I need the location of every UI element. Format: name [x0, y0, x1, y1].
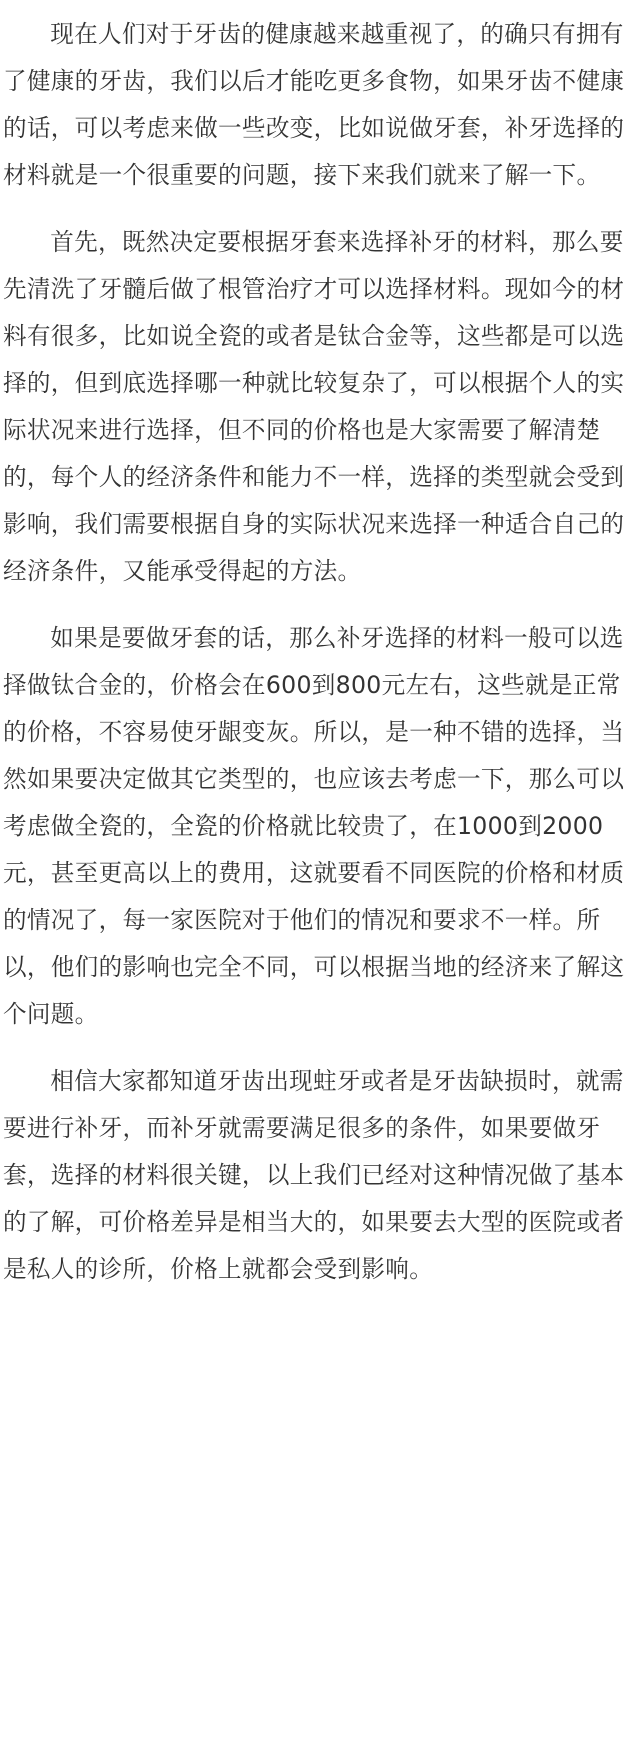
article-body	[0, 11, 640, 1313]
paragraph-3: 如果是要做牙套的话，那么补牙选择的材料一般可以选择做钛合金的，价格会在600到800元左右，这些就是正常的价格，不容易使牙龈变灰。所以，是一种不错的选择，当然如果要决定做其它类型的，也应该去考虑一下，那么可以考虑做全瓷的，全瓷的价格就比较贵了，在1000到2000元，甚至更高以上的费用，这就要看不同医院的价格和材质的情况了，每一家医院对于他们的情况和要求不一样。所以，他们的影响也完全不同，可以根据当地的经济来了解这个问题。	[3, 624, 625, 1028]
paragraph-2: 首先，既然决定要根据牙套来选择补牙的材料，那么要先清洗了牙髓后做了根管治疗才可以选择材料。现如今的材料有很多，比如说全瓷的或者是钛合金等，这些都是可以选择的，但到底选择哪一种就比较复杂了，可以根据个人的实际状况来进行选择，但不同的价格也是大家需要了解清楚的，每个人的经济条件和能力不一样，选择的类型就会受到影响，我们需要根据自身的实际状况来选择一种适合自己的经济条件，又能承受得起的方法。	[3, 228, 625, 585]
paragraph-4: 相信大家都知道牙齿出现蛀牙或者是牙齿缺损时，就需要进行补牙，而补牙就需要满足很多的条件，如果要做牙套，选择的材料很关键，以上我们已经对这种情况做了基本的了解，可价格差异是相当大的，如果要去大型的医院或者是私人的诊所，价格上就都会受到影响。	[3, 1067, 625, 1283]
paragraph-1: 现在人们对于牙齿的健康越来越重视了，的确只有拥有了健康的牙齿，我们以后才能吃更多食物，如果牙齿不健康的话，可以考虑来做一些改变，比如说做牙套，补牙选择的材料就是一个很重要的问题，接下来我们就来了解一下。	[3, 20, 625, 189]
